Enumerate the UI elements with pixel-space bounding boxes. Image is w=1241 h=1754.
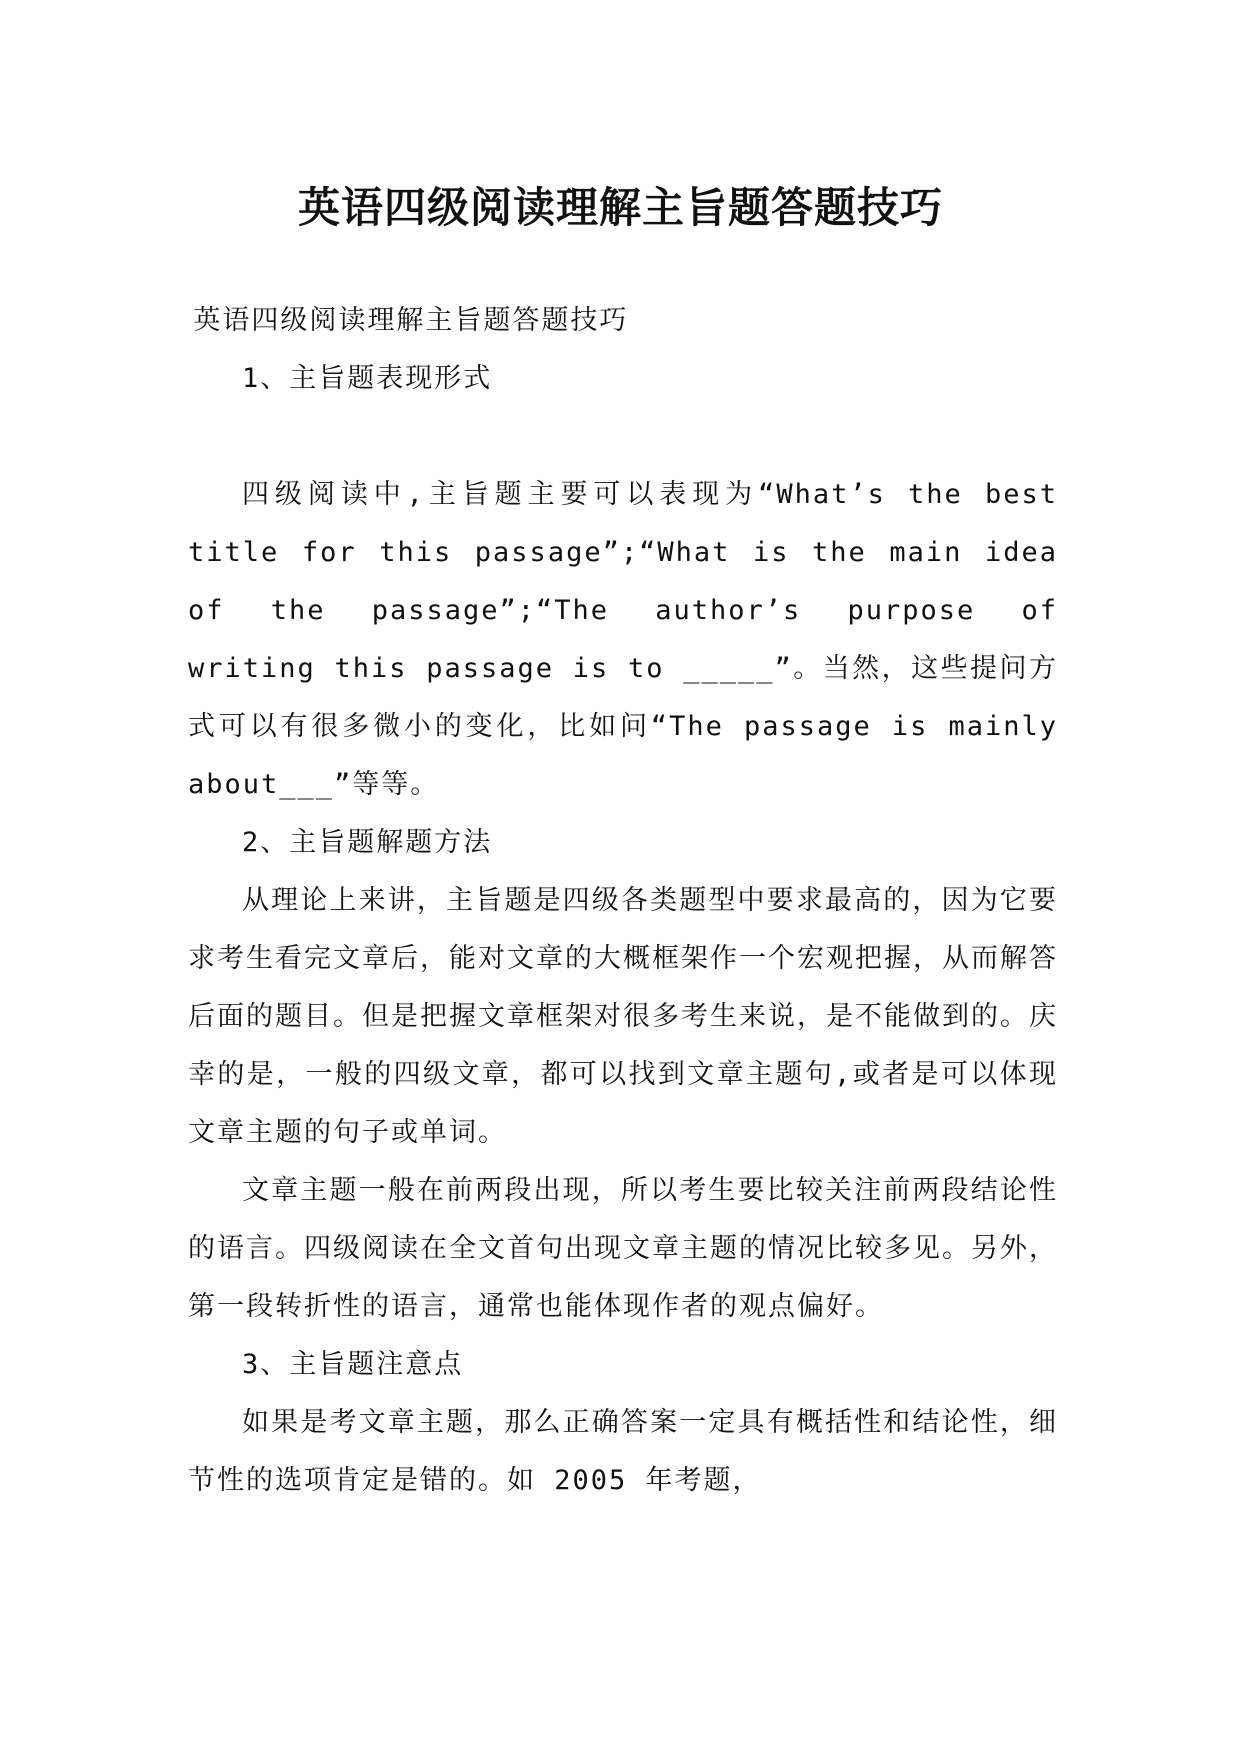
section-heading-2: 2、主旨题解题方法 [242, 827, 493, 858]
document-body [188, 292, 1058, 1510]
section-heading-1: 1、主旨题表现形式 [242, 363, 493, 394]
page-title: 英语四级阅读理解主旨题答题技巧 [297, 183, 943, 233]
paragraph-section3: 如果是考文章主题，那么正确答案一定具有概括性和结论性，细节性的选项肯定是错的。如 2005 年考题， [188, 1407, 1058, 1496]
section-heading-3: 3、主旨题注意点 [242, 1349, 464, 1380]
document-subtitle: 英语四级阅读理解主旨题答题技巧 [193, 305, 629, 336]
paragraph-section2-1: 从理论上来讲，主旨题是四级各类题型中要求最高的，因为它要求考生看完文章后，能对文章的大概框架作一个宏观把握，从而解答后面的题目。但是把握文章框架对很多考生来说，是不能做到的。庆幸的是，一般的四级文章，都可以找到文章主题句,或者是可以体现文章主题的句子或单词。 [188, 885, 1058, 1148]
paragraph-section1: 四级阅读中,主旨题主要可以表现为“What’s the best title for this passage”;“What is the main idea of the passage”;“The author’s purpose of writing this passage is to _____”。当然，这些提问方式可以有很多微小的变化，比如问“The passage is mainly about___”等等。 [188, 479, 1058, 800]
paragraph-section2-2: 文章主题一般在前两段出现，所以考生要比较关注前两段结论性的语言。四级阅读在全文首句出现文章主题的情况比较多见。另外，第一段转折性的语言，通常也能体现作者的观点偏好。 [188, 1175, 1058, 1322]
paragraph-spacer [188, 408, 1058, 466]
